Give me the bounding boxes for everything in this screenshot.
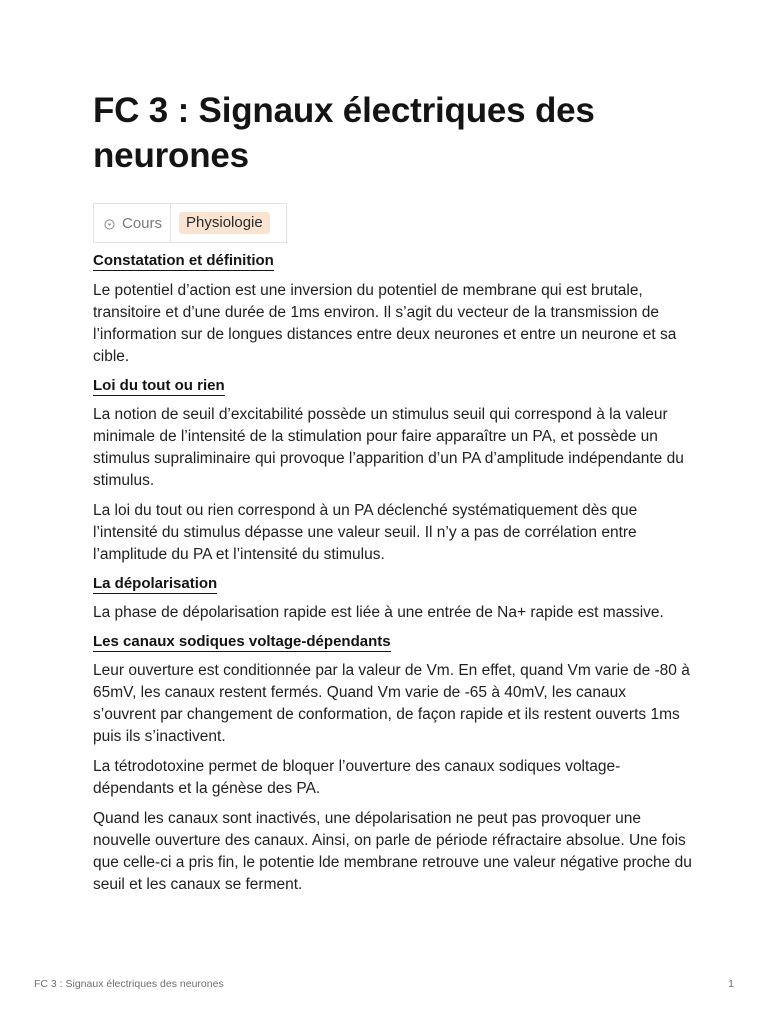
paragraph: La notion de seuil d’excitabilité possède un stimulus seuil qui correspond à la valeur minimale de l’intensité de la stimulation pour faire apparaître un PA, et possède un stimulus supraliminaire qui provoque l’apparition d’un PA d’amplitude indépendante du stimulus. <box>93 406 684 489</box>
paragraph: La loi du tout ou rien correspond à un PA déclenché systématiquement dès que l’intensité du stimulus dépasse une valeur seuil. Il n’y a pas de corrélation entre l’amplitude du PA et l’intensité du stimulus. <box>93 502 638 563</box>
category-tag[interactable]: Physiologie <box>179 212 270 234</box>
chevron-circle-down-icon <box>104 219 115 230</box>
document-page <box>93 88 693 896</box>
section-heading: Constatation et définition <box>93 252 274 269</box>
property-row <box>93 203 287 243</box>
section-heading: Loi du tout ou rien <box>93 377 225 394</box>
paragraph: La phase de dépolarisation rapide est liée à une entrée de Na+ rapide est massive. <box>93 604 664 621</box>
page-title: FC 3 : Signaux électriques des neurones <box>93 91 595 175</box>
section-canaux-sodiques <box>93 632 693 896</box>
property-name <box>94 204 171 242</box>
section-depolarisation <box>93 574 693 624</box>
footer-title: FC 3 : Signaux électriques des neurones <box>34 978 224 990</box>
paragraph: La tétrodotoxine permet de bloquer l’ouverture des canaux sodiques voltage-dépendants et la génèse des PA. <box>93 758 621 797</box>
property-name-label: Cours <box>122 214 163 232</box>
section-heading: La dépolarisation <box>93 575 218 592</box>
paragraph: Le potentiel d’action est une inversion du potentiel de membrane qui est brutale, transitoire et d’une durée de 1ms environ. Il s’agit du vecteur de la transmission de l’information sur de longues distances entre deux neurones et entre un neurone et sa cible. <box>93 282 677 365</box>
section-tout-ou-rien <box>93 376 693 566</box>
paragraph: Leur ouverture est conditionnée par la valeur de Vm. En effet, quand Vm varie de -80 à 65mV, les canaux restent fermés. Quand Vm varie de -65 à 40mV, les canaux s’ouvrent par changement de conformation, de façon rapide et ils restent ouverts 1ms puis ils s’inactivent. <box>93 662 690 745</box>
paragraph: Quand les canaux sont inactivés, une dépolarisation ne peut pas provoquer une nouvelle ouverture des canaux. Ainsi, on parle de période réfractaire absolue. Une fois que celle-ci a pris fin, le potentie lde membrane retrouve une valeur négative proche du seuil et les canaux se ferment. <box>93 810 692 893</box>
section-heading: Les canaux sodiques voltage-dépendants <box>93 633 391 650</box>
property-value <box>171 204 286 242</box>
section-constatation <box>93 251 693 368</box>
page-number: 1 <box>728 978 734 990</box>
